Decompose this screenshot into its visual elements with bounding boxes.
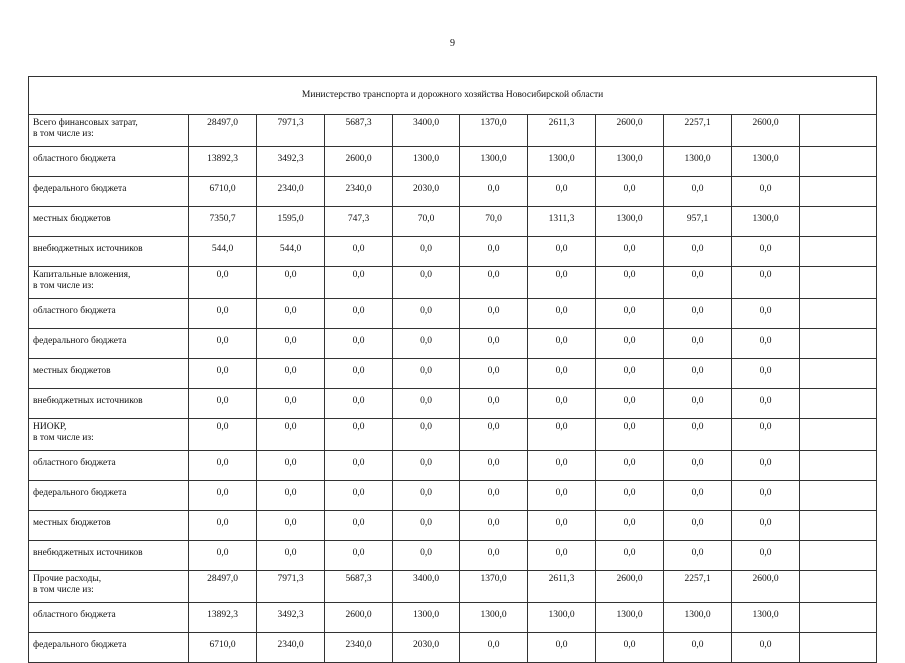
table-row xyxy=(29,633,877,663)
value-cell: 0,0 xyxy=(257,419,325,451)
value-cell: 0,0 xyxy=(732,237,800,267)
empty-cell xyxy=(800,115,877,147)
row-label-line: Капитальные вложения, xyxy=(33,270,131,280)
value-cell: 0,0 xyxy=(528,267,596,299)
value-cell: 1300,0 xyxy=(596,207,664,237)
value-cell: 0,0 xyxy=(189,267,257,299)
value-cell: 0,0 xyxy=(596,329,664,359)
value-cell: 1300,0 xyxy=(393,603,460,633)
value-cell: 2600,0 xyxy=(596,115,664,147)
row-label-line: Всего финансовых затрат, xyxy=(33,118,138,128)
value-cell: 0,0 xyxy=(189,299,257,329)
value-cell: 0,0 xyxy=(460,481,528,511)
row-label xyxy=(29,147,189,177)
row-label-line: местных бюджетов xyxy=(33,366,111,376)
value-cell: 0,0 xyxy=(393,359,460,389)
value-cell: 0,0 xyxy=(325,237,393,267)
value-cell: 0,0 xyxy=(528,237,596,267)
value-cell: 0,0 xyxy=(596,451,664,481)
value-cell: 0,0 xyxy=(325,541,393,571)
value-cell: 0,0 xyxy=(189,419,257,451)
value-cell: 0,0 xyxy=(460,237,528,267)
value-cell: 0,0 xyxy=(460,329,528,359)
value-cell: 0,0 xyxy=(189,329,257,359)
value-cell: 0,0 xyxy=(393,419,460,451)
value-cell: 0,0 xyxy=(732,481,800,511)
value-cell: 0,0 xyxy=(189,511,257,541)
value-cell: 0,0 xyxy=(596,541,664,571)
value-cell: 0,0 xyxy=(596,299,664,329)
value-cell: 5687,3 xyxy=(325,115,393,147)
empty-cell xyxy=(800,481,877,511)
value-cell: 0,0 xyxy=(664,299,732,329)
value-cell: 13892,3 xyxy=(189,147,257,177)
value-cell: 0,0 xyxy=(393,511,460,541)
value-cell: 0,0 xyxy=(732,511,800,541)
value-cell: 0,0 xyxy=(596,237,664,267)
table-row xyxy=(29,299,877,329)
value-cell: 7971,3 xyxy=(257,571,325,603)
row-label-line: федерального бюджета xyxy=(33,336,127,346)
empty-cell xyxy=(800,541,877,571)
row-label xyxy=(29,329,189,359)
value-cell: 1300,0 xyxy=(732,207,800,237)
row-label-line: в том числе из: xyxy=(33,281,94,291)
value-cell: 0,0 xyxy=(393,329,460,359)
value-cell: 0,0 xyxy=(460,541,528,571)
row-label-line: федерального бюджета xyxy=(33,640,127,650)
value-cell: 1300,0 xyxy=(460,147,528,177)
value-cell: 0,0 xyxy=(528,329,596,359)
value-cell: 1300,0 xyxy=(528,147,596,177)
value-cell: 1311,3 xyxy=(528,207,596,237)
row-label-line: внебюджетных источников xyxy=(33,548,143,558)
value-cell: 3400,0 xyxy=(393,571,460,603)
value-cell: 1370,0 xyxy=(460,571,528,603)
empty-cell xyxy=(800,633,877,663)
empty-cell xyxy=(800,389,877,419)
value-cell: 0,0 xyxy=(325,299,393,329)
empty-cell xyxy=(800,237,877,267)
value-cell: 0,0 xyxy=(528,481,596,511)
value-cell: 544,0 xyxy=(257,237,325,267)
value-cell: 0,0 xyxy=(664,359,732,389)
row-label-line: в том числе из: xyxy=(33,585,94,595)
row-label-line: Прочие расходы, xyxy=(33,574,102,584)
row-label xyxy=(29,299,189,329)
row-label xyxy=(29,237,189,267)
value-cell: 28497,0 xyxy=(189,115,257,147)
empty-cell xyxy=(800,511,877,541)
value-cell: 0,0 xyxy=(732,419,800,451)
value-cell: 3492,3 xyxy=(257,603,325,633)
row-label xyxy=(29,481,189,511)
value-cell: 0,0 xyxy=(189,541,257,571)
value-cell: 0,0 xyxy=(257,451,325,481)
value-cell: 1595,0 xyxy=(257,207,325,237)
value-cell: 0,0 xyxy=(393,237,460,267)
value-cell: 0,0 xyxy=(664,177,732,207)
table-row xyxy=(29,207,877,237)
value-cell: 6710,0 xyxy=(189,633,257,663)
empty-cell xyxy=(800,359,877,389)
value-cell: 0,0 xyxy=(189,481,257,511)
table-row xyxy=(29,571,877,603)
value-cell: 0,0 xyxy=(257,511,325,541)
table-row xyxy=(29,177,877,207)
value-cell: 2340,0 xyxy=(325,177,393,207)
value-cell: 0,0 xyxy=(393,451,460,481)
value-cell: 2030,0 xyxy=(393,177,460,207)
value-cell: 7350,7 xyxy=(189,207,257,237)
value-cell: 0,0 xyxy=(257,329,325,359)
value-cell: 0,0 xyxy=(325,511,393,541)
value-cell: 0,0 xyxy=(528,177,596,207)
empty-cell xyxy=(800,419,877,451)
row-label-line: областного бюджета xyxy=(33,458,116,468)
row-label xyxy=(29,177,189,207)
value-cell: 1300,0 xyxy=(460,603,528,633)
value-cell: 0,0 xyxy=(460,511,528,541)
table-row xyxy=(29,481,877,511)
value-cell: 0,0 xyxy=(460,177,528,207)
empty-cell xyxy=(800,603,877,633)
value-cell: 0,0 xyxy=(460,451,528,481)
value-cell: 0,0 xyxy=(393,267,460,299)
table-row xyxy=(29,419,877,451)
value-cell: 1300,0 xyxy=(664,603,732,633)
value-cell: 0,0 xyxy=(257,359,325,389)
row-label-line: в том числе из: xyxy=(33,129,94,139)
budget-table xyxy=(28,76,877,663)
value-cell: 1300,0 xyxy=(393,147,460,177)
value-cell: 0,0 xyxy=(732,633,800,663)
value-cell: 2257,1 xyxy=(664,115,732,147)
value-cell: 70,0 xyxy=(393,207,460,237)
value-cell: 0,0 xyxy=(257,541,325,571)
value-cell: 0,0 xyxy=(325,419,393,451)
row-label-line: областного бюджета xyxy=(33,306,116,316)
value-cell: 0,0 xyxy=(325,481,393,511)
value-cell: 0,0 xyxy=(596,359,664,389)
value-cell: 0,0 xyxy=(664,481,732,511)
row-label xyxy=(29,359,189,389)
value-cell: 0,0 xyxy=(664,511,732,541)
table-row xyxy=(29,541,877,571)
value-cell: 2600,0 xyxy=(325,147,393,177)
value-cell: 1300,0 xyxy=(528,603,596,633)
value-cell: 0,0 xyxy=(528,359,596,389)
value-cell: 1300,0 xyxy=(596,603,664,633)
page-number: 9 xyxy=(450,38,455,49)
table-row xyxy=(29,237,877,267)
value-cell: 0,0 xyxy=(460,299,528,329)
value-cell: 2600,0 xyxy=(596,571,664,603)
value-cell: 0,0 xyxy=(664,329,732,359)
row-label xyxy=(29,267,189,299)
value-cell: 0,0 xyxy=(732,177,800,207)
value-cell: 0,0 xyxy=(257,389,325,419)
row-label-line: НИОКР, xyxy=(33,422,67,432)
table-row xyxy=(29,389,877,419)
value-cell: 0,0 xyxy=(528,419,596,451)
value-cell: 0,0 xyxy=(664,237,732,267)
value-cell: 0,0 xyxy=(393,541,460,571)
value-cell: 0,0 xyxy=(596,481,664,511)
row-label-line: в том числе из: xyxy=(33,433,94,443)
value-cell: 6710,0 xyxy=(189,177,257,207)
value-cell: 0,0 xyxy=(596,389,664,419)
value-cell: 0,0 xyxy=(732,329,800,359)
row-label-line: областного бюджета xyxy=(33,610,116,620)
table-row xyxy=(29,511,877,541)
value-cell: 0,0 xyxy=(393,389,460,419)
empty-cell xyxy=(800,267,877,299)
table-row xyxy=(29,267,877,299)
value-cell: 0,0 xyxy=(460,633,528,663)
row-label xyxy=(29,207,189,237)
value-cell: 0,0 xyxy=(528,389,596,419)
value-cell: 0,0 xyxy=(189,451,257,481)
value-cell: 0,0 xyxy=(393,299,460,329)
value-cell: 2600,0 xyxy=(732,115,800,147)
value-cell: 0,0 xyxy=(664,541,732,571)
value-cell: 0,0 xyxy=(732,267,800,299)
empty-cell xyxy=(800,177,877,207)
empty-cell xyxy=(800,451,877,481)
value-cell: 0,0 xyxy=(325,267,393,299)
value-cell: 0,0 xyxy=(460,389,528,419)
value-cell: 2611,3 xyxy=(528,571,596,603)
value-cell: 0,0 xyxy=(325,329,393,359)
row-label xyxy=(29,511,189,541)
value-cell: 70,0 xyxy=(460,207,528,237)
row-label-line: местных бюджетов xyxy=(33,518,111,528)
value-cell: 0,0 xyxy=(596,419,664,451)
value-cell: 1300,0 xyxy=(732,603,800,633)
value-cell: 3400,0 xyxy=(393,115,460,147)
row-label xyxy=(29,389,189,419)
value-cell: 0,0 xyxy=(528,451,596,481)
table-row xyxy=(29,329,877,359)
row-label xyxy=(29,115,189,147)
value-cell: 0,0 xyxy=(257,299,325,329)
value-cell: 1300,0 xyxy=(664,147,732,177)
value-cell: 957,1 xyxy=(664,207,732,237)
value-cell: 1300,0 xyxy=(732,147,800,177)
value-cell: 13892,3 xyxy=(189,603,257,633)
value-cell: 0,0 xyxy=(732,299,800,329)
value-cell: 2600,0 xyxy=(325,603,393,633)
value-cell: 0,0 xyxy=(189,389,257,419)
empty-cell xyxy=(800,299,877,329)
row-label xyxy=(29,451,189,481)
value-cell: 0,0 xyxy=(189,359,257,389)
value-cell: 2340,0 xyxy=(325,633,393,663)
value-cell: 0,0 xyxy=(664,451,732,481)
value-cell: 28497,0 xyxy=(189,571,257,603)
value-cell: 0,0 xyxy=(732,541,800,571)
value-cell: 0,0 xyxy=(393,481,460,511)
empty-cell xyxy=(800,207,877,237)
value-cell: 0,0 xyxy=(732,451,800,481)
value-cell: 747,3 xyxy=(325,207,393,237)
value-cell: 0,0 xyxy=(732,359,800,389)
value-cell: 2611,3 xyxy=(528,115,596,147)
value-cell: 0,0 xyxy=(460,359,528,389)
table-row xyxy=(29,115,877,147)
table-row xyxy=(29,451,877,481)
row-label xyxy=(29,633,189,663)
row-label xyxy=(29,603,189,633)
row-label-line: федерального бюджета xyxy=(33,488,127,498)
table-row xyxy=(29,147,877,177)
row-label-line: федерального бюджета xyxy=(33,184,127,194)
value-cell: 5687,3 xyxy=(325,571,393,603)
value-cell: 0,0 xyxy=(257,267,325,299)
value-cell: 1370,0 xyxy=(460,115,528,147)
row-label-line: внебюджетных источников xyxy=(33,244,143,254)
value-cell: 0,0 xyxy=(596,633,664,663)
value-cell: 2340,0 xyxy=(257,633,325,663)
value-cell: 0,0 xyxy=(732,389,800,419)
value-cell: 0,0 xyxy=(664,267,732,299)
row-label-line: внебюджетных источников xyxy=(33,396,143,406)
value-cell: 0,0 xyxy=(596,511,664,541)
value-cell: 0,0 xyxy=(460,267,528,299)
row-label xyxy=(29,541,189,571)
row-label-line: местных бюджетов xyxy=(33,214,111,224)
value-cell: 0,0 xyxy=(325,389,393,419)
row-label-line: областного бюджета xyxy=(33,154,116,164)
value-cell: 1300,0 xyxy=(596,147,664,177)
table-row xyxy=(29,603,877,633)
value-cell: 0,0 xyxy=(528,511,596,541)
value-cell: 0,0 xyxy=(460,419,528,451)
table-row xyxy=(29,359,877,389)
value-cell: 0,0 xyxy=(664,633,732,663)
value-cell: 0,0 xyxy=(325,359,393,389)
value-cell: 0,0 xyxy=(528,299,596,329)
value-cell: 0,0 xyxy=(528,541,596,571)
empty-cell xyxy=(800,329,877,359)
empty-cell xyxy=(800,571,877,603)
value-cell: 0,0 xyxy=(664,419,732,451)
value-cell: 0,0 xyxy=(257,481,325,511)
empty-cell xyxy=(800,147,877,177)
table-header: Министерство транспорта и дорожного хозяйства Новосибирской области xyxy=(29,77,877,115)
value-cell: 544,0 xyxy=(189,237,257,267)
value-cell: 0,0 xyxy=(596,267,664,299)
value-cell: 0,0 xyxy=(325,451,393,481)
value-cell: 0,0 xyxy=(664,389,732,419)
row-label xyxy=(29,419,189,451)
value-cell: 7971,3 xyxy=(257,115,325,147)
value-cell: 0,0 xyxy=(528,633,596,663)
value-cell: 2257,1 xyxy=(664,571,732,603)
row-label xyxy=(29,571,189,603)
value-cell: 3492,3 xyxy=(257,147,325,177)
value-cell: 0,0 xyxy=(596,177,664,207)
value-cell: 2030,0 xyxy=(393,633,460,663)
value-cell: 2600,0 xyxy=(732,571,800,603)
value-cell: 2340,0 xyxy=(257,177,325,207)
